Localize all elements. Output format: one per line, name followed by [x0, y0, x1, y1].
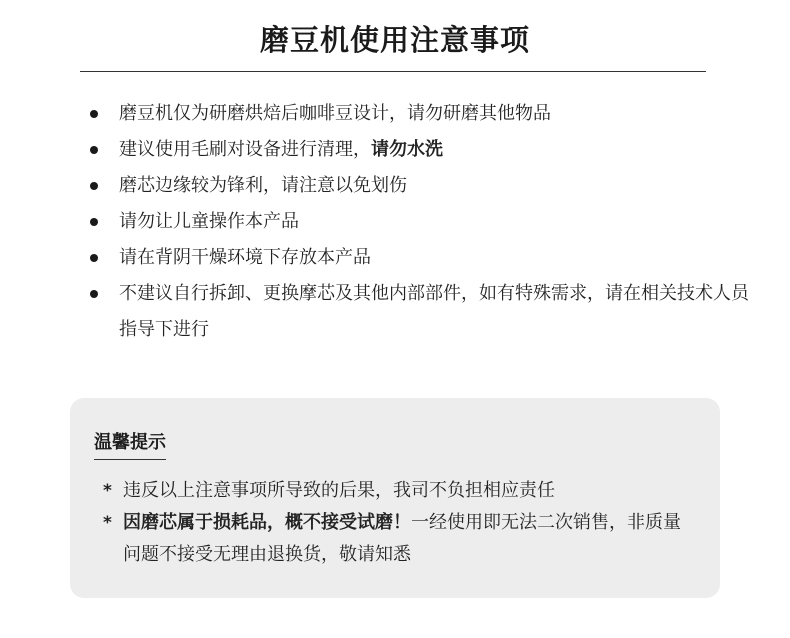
note-text: 不建议自行拆卸、更换摩芯及其他内部部件，如有特殊需求，请在相关技术人员指导下进行: [119, 283, 749, 340]
tip-item: [70, 475, 720, 507]
bullet-icon: [90, 254, 98, 262]
tips-list: [70, 475, 720, 571]
bullet-icon: [90, 110, 98, 118]
list-item: [0, 96, 790, 132]
asterisk-icon: *: [103, 513, 112, 533]
tip-text: 一经使用即无法二次销售，非质量问题不接受无理由退换货，敬请知悉: [123, 512, 681, 565]
tips-panel: [70, 398, 720, 598]
tip-emphasis: 因磨芯属于损耗品，概不接受试磨！: [123, 512, 411, 533]
tip-text: 违反以上注意事项所导致的后果，我司不负担相应责任: [123, 480, 555, 501]
note-text: 请在背阴干燥环境下存放本产品: [119, 247, 371, 268]
tip-item: [70, 507, 720, 571]
list-item: [0, 132, 790, 168]
list-item: [0, 276, 790, 348]
note-emphasis: 请勿水洗: [371, 139, 443, 160]
tips-heading: 温馨提示: [94, 428, 166, 460]
bullet-icon: [90, 290, 98, 298]
bullet-icon: [90, 146, 98, 154]
title-divider: [80, 71, 706, 72]
bullet-icon: [90, 182, 98, 190]
list-item: [0, 204, 790, 240]
list-item: [0, 168, 790, 204]
note-text: 磨芯边缘较为锋利，请注意以免划伤: [119, 175, 407, 196]
precautions-list: [0, 96, 790, 348]
list-item: [0, 240, 790, 276]
note-text: 磨豆机仅为研磨烘焙后咖啡豆设计，请勿研磨其他物品: [119, 103, 551, 124]
note-text: 建议使用毛刷对设备进行清理，: [119, 139, 371, 160]
asterisk-icon: *: [103, 481, 112, 501]
note-text: 请勿让儿童操作本产品: [119, 211, 299, 232]
page-title: 磨豆机使用注意事项: [259, 23, 530, 57]
bullet-icon: [90, 218, 98, 226]
